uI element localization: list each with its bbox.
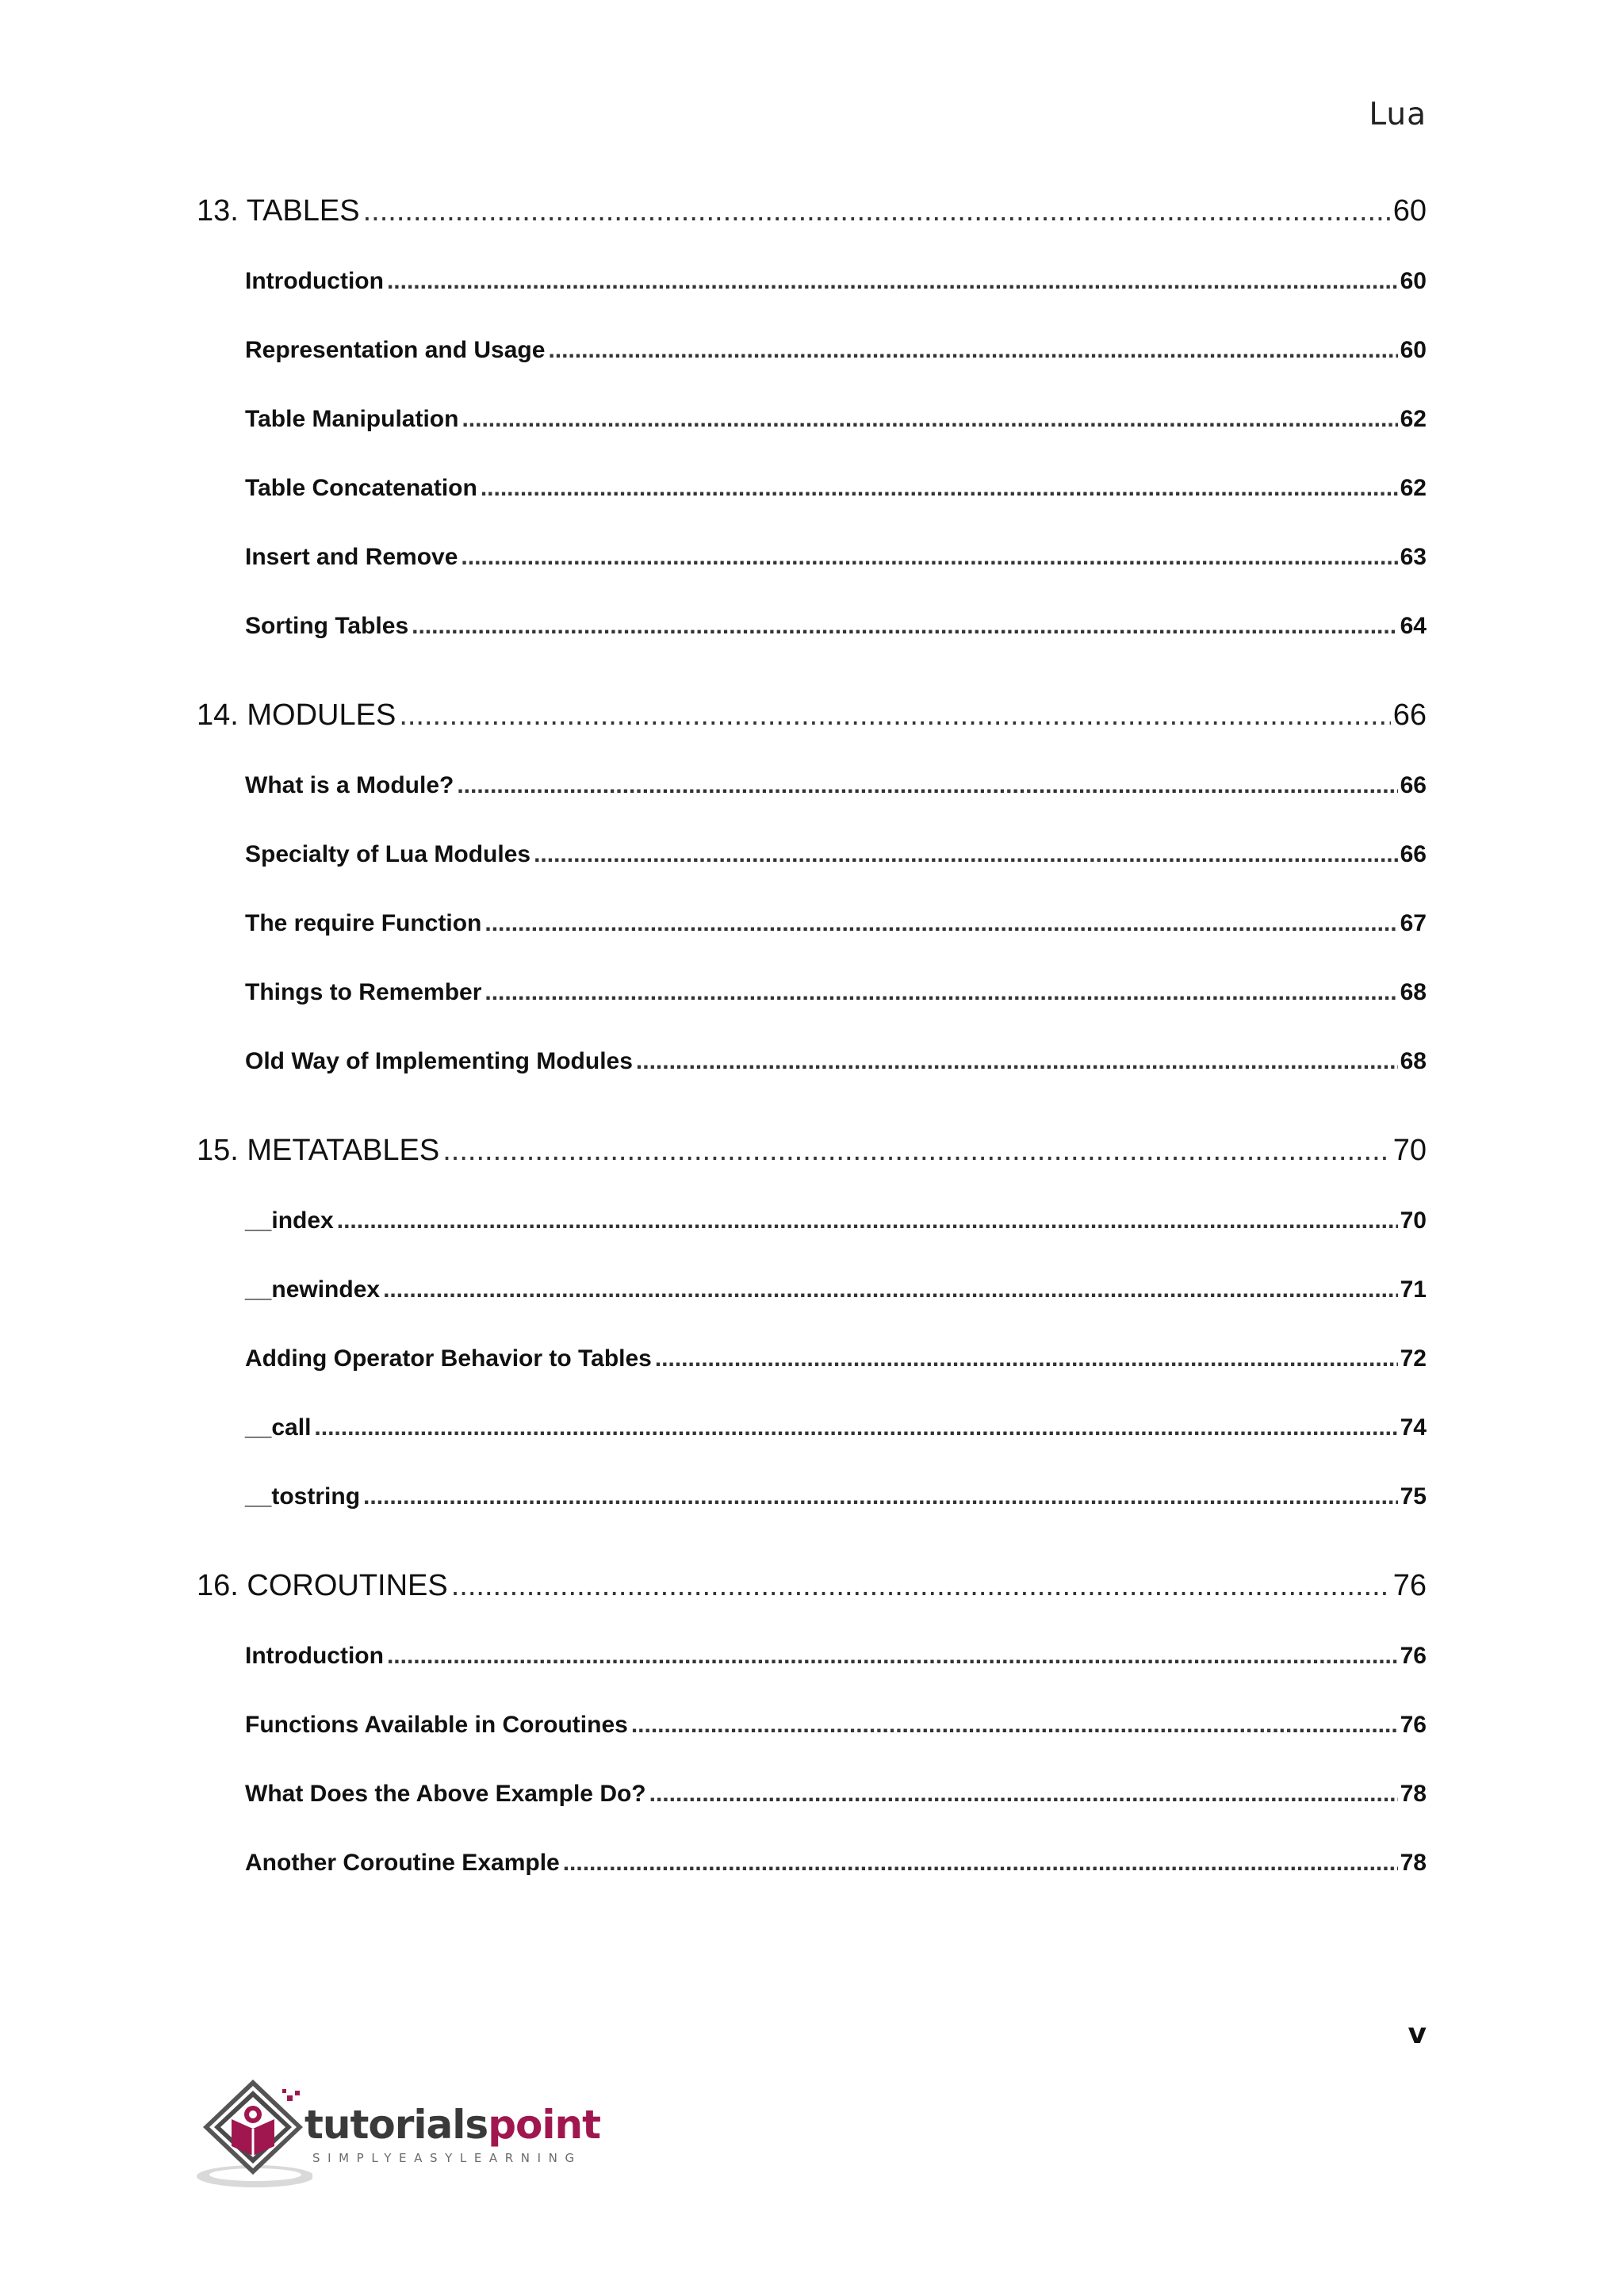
section-title: __call (245, 1414, 312, 1441)
toc-section-entry[interactable] (245, 841, 1427, 881)
dot-leader (442, 1134, 1391, 1168)
toc-section-entry[interactable] (245, 337, 1427, 377)
toc-section-entry[interactable] (245, 1207, 1427, 1247)
section-page-number: 60 (1400, 337, 1427, 363)
section-title: Introduction (245, 268, 384, 294)
section-title: Another Coroutine Example (245, 1850, 560, 1876)
toc-section-entry[interactable] (245, 1276, 1427, 1316)
chapter-page-number: 60 (1392, 194, 1427, 228)
chapter-page-number: 76 (1392, 1569, 1427, 1602)
toc-section-entry[interactable] (245, 1048, 1427, 1088)
logo-word-tutorials: tutorials (304, 2102, 488, 2148)
toc-section-entry[interactable] (245, 910, 1427, 950)
tutorialspoint-logo (193, 2073, 606, 2192)
toc-section-entry[interactable] (245, 613, 1427, 652)
section-page-number: 75 (1400, 1483, 1427, 1510)
chapter-title: 15. METATABLES (197, 1134, 440, 1167)
section-title: Old Way of Implementing Modules (245, 1048, 633, 1074)
dot-leader (534, 841, 1398, 868)
section-page-number: 64 (1400, 613, 1427, 639)
section-page-number: 66 (1400, 772, 1427, 798)
logo-wordmark (304, 2102, 600, 2148)
chapter-title: 13. TABLES (197, 194, 360, 228)
logo-word-point: point (488, 2102, 600, 2148)
section-title: __index (245, 1207, 334, 1234)
toc-section-entry[interactable] (245, 268, 1427, 308)
dot-leader (412, 613, 1397, 640)
dot-leader (548, 337, 1397, 364)
dot-leader (636, 1048, 1398, 1075)
section-page-number: 76 (1400, 1643, 1427, 1669)
toc-chapter-block (197, 1134, 1427, 1523)
section-title: Table Concatenation (245, 475, 477, 501)
section-page-number: 72 (1400, 1345, 1427, 1372)
dot-leader (485, 979, 1397, 1006)
section-title: Adding Operator Behavior to Tables (245, 1345, 652, 1372)
dot-leader (399, 698, 1390, 733)
toc-section-entry[interactable] (245, 1345, 1427, 1385)
section-page-number: 70 (1400, 1207, 1427, 1234)
toc-chapter-block (197, 698, 1427, 1088)
toc-section-entry[interactable] (245, 406, 1427, 446)
dot-leader (363, 1483, 1398, 1510)
section-title: Representation and Usage (245, 337, 546, 363)
toc-chapter-entry[interactable] (197, 194, 1427, 239)
section-page-number: 68 (1400, 1048, 1427, 1074)
toc-section-entry[interactable] (245, 1781, 1427, 1820)
dot-leader (631, 1712, 1398, 1739)
dot-leader (655, 1345, 1398, 1372)
chapter-page-number: 66 (1392, 698, 1427, 732)
section-page-number: 62 (1400, 475, 1427, 501)
toc-section-entry[interactable] (245, 772, 1427, 812)
section-title: __tostring (245, 1483, 361, 1510)
section-title: Things to Remember (245, 979, 482, 1005)
logo-tagline: SIMPLYEASYLEARNING (312, 2151, 582, 2165)
section-page-number: 66 (1400, 841, 1427, 867)
dot-leader (387, 268, 1398, 295)
dot-leader (563, 1850, 1398, 1877)
section-page-number: 60 (1400, 268, 1427, 294)
toc-section-entry[interactable] (245, 1712, 1427, 1751)
section-title: What Does the Above Example Do? (245, 1781, 646, 1807)
section-title: Table Manipulation (245, 406, 459, 432)
dot-leader (387, 1643, 1398, 1670)
dot-leader (649, 1781, 1398, 1808)
section-page-number: 78 (1400, 1781, 1427, 1807)
toc-chapter-entry[interactable] (197, 698, 1427, 743)
dot-leader (451, 1569, 1391, 1603)
dot-leader (383, 1276, 1398, 1303)
section-title: Sorting Tables (245, 613, 409, 639)
toc-chapter-entry[interactable] (197, 1569, 1427, 1613)
section-page-number: 62 (1400, 406, 1427, 432)
table-of-contents (197, 194, 1427, 1935)
dot-leader (363, 194, 1391, 228)
toc-section-entry[interactable] (245, 544, 1427, 584)
section-title: Insert and Remove (245, 544, 458, 570)
toc-chapter-entry[interactable] (197, 1134, 1427, 1178)
section-page-number: 68 (1400, 979, 1427, 1005)
chapter-title: 14. MODULES (197, 698, 396, 732)
section-title: __newindex (245, 1276, 381, 1303)
toc-chapter-block (197, 194, 1427, 652)
dot-leader (485, 910, 1397, 937)
section-title: The require Function (245, 910, 482, 936)
section-title: What is a Module? (245, 772, 454, 798)
dot-leader (314, 1414, 1397, 1441)
dot-leader (337, 1207, 1398, 1234)
section-title: Specialty of Lua Modules (245, 841, 531, 867)
section-title: Introduction (245, 1643, 384, 1669)
toc-section-entry[interactable] (245, 1643, 1427, 1682)
toc-chapter-block (197, 1569, 1427, 1889)
dot-leader (481, 475, 1398, 502)
section-page-number: 71 (1400, 1276, 1427, 1303)
chapter-title: 16. COROUTINES (197, 1569, 448, 1602)
toc-section-entry[interactable] (245, 1850, 1427, 1889)
section-title: Functions Available in Coroutines (245, 1712, 628, 1738)
dot-leader (457, 772, 1397, 799)
toc-section-entry[interactable] (245, 1483, 1427, 1523)
toc-section-entry[interactable] (245, 979, 1427, 1019)
toc-section-entry[interactable] (245, 1414, 1427, 1454)
page-number: v (1408, 2018, 1427, 2050)
chapter-page-number: 70 (1392, 1134, 1427, 1167)
section-page-number: 78 (1400, 1850, 1427, 1876)
section-page-number: 76 (1400, 1712, 1427, 1738)
section-page-number: 63 (1400, 544, 1427, 570)
dot-leader (462, 406, 1397, 433)
toc-section-entry[interactable] (245, 475, 1427, 515)
tutorialspoint-diamond-logo-icon (193, 2073, 312, 2192)
section-page-number: 67 (1400, 910, 1427, 936)
section-page-number: 74 (1400, 1414, 1427, 1441)
dot-leader (461, 544, 1397, 571)
running-header-title: Lua (1369, 97, 1427, 132)
